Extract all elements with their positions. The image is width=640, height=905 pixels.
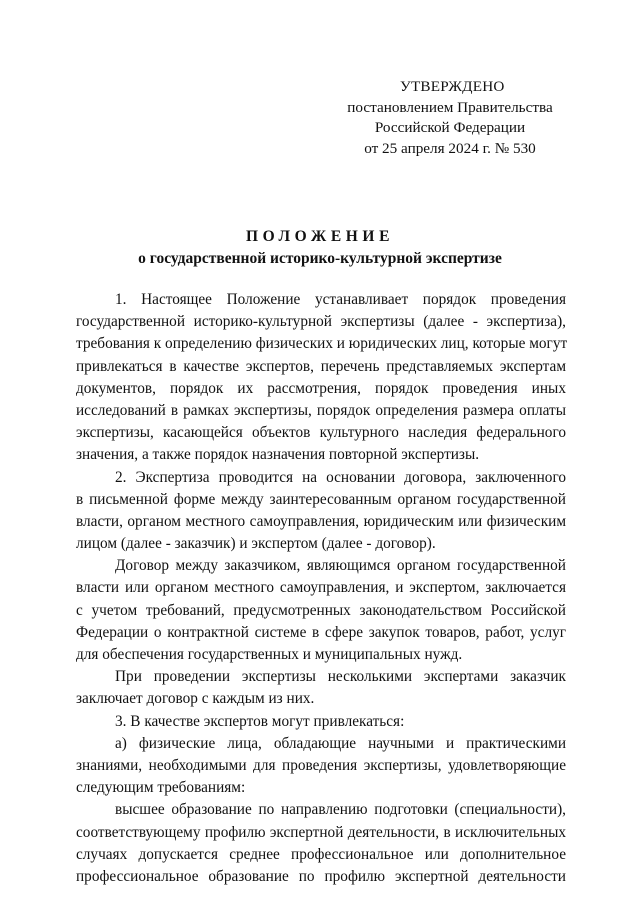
- body-line: знаниями, необходимыми для проведения экспертизы, удовлетворяющие: [76, 756, 566, 774]
- body-line: лицом (далее - заказчик) и экспертом (далее - договор).: [76, 535, 436, 553]
- body-line: в письменной форме между заинтересованным органом государственной: [76, 490, 566, 508]
- body-line: исследований в рамках экспертизы, порядок определения размера оплаты: [76, 401, 566, 419]
- body-line: власти или органом местного самоуправления, и экспертом, заключается: [76, 579, 566, 597]
- body-line: При проведении экспертизы несколькими экспертами заказчик: [115, 668, 566, 686]
- body-line: государственной историко-культурной экспертизы (далее - экспертиза),: [76, 313, 566, 331]
- approval-line-1: постановлением Правительства: [347, 98, 553, 116]
- approval-title: УТВЕРЖДЕНО: [400, 78, 505, 95]
- approval-line-3: от 25 апреля 2024 г. № 530: [364, 139, 536, 157]
- body-line: соответствующему профилю экспертной деятельности, в исключительных: [76, 823, 566, 841]
- body-line: заключает договор с каждым из них.: [76, 690, 315, 708]
- approval-line-2: Российской Федерации: [374, 119, 526, 136]
- body-line: Федерации о контрактной системе в сфере закупок товаров, работ, услуг: [76, 623, 566, 641]
- body-line: высшее образование по направлению подготовки (специальности),: [115, 801, 566, 819]
- body-line: значения, а также порядок назначения повторной экспертизы.: [76, 446, 480, 464]
- body-line: а) физические лица, обладающие научными и практическими: [115, 734, 566, 752]
- body-line: случаях допускается среднее профессиональное или дополнительное: [76, 845, 566, 863]
- document-title: ПОЛОЖЕНИЕ: [245, 228, 395, 245]
- body-line: 3. В качестве экспертов могут привлекаться:: [115, 712, 405, 730]
- body-line: 1. Настоящее Положение устанавливает порядок проведения: [115, 291, 566, 308]
- body-line: Договор между заказчиком, являющимся органом государственной: [115, 557, 566, 575]
- body-line: профессиональное образование по профилю экспертной деятельности: [76, 867, 566, 885]
- body-line: требования к определению физических и юридических лиц, которые могут: [76, 335, 568, 353]
- body-line: экспертизы, касающейся объектов культурного наследия федерального: [76, 424, 566, 442]
- body-line: с учетом требований, предусмотренных законодательством Российской: [76, 601, 566, 619]
- body-line: для обеспечения государственных и муниципальных нужд.: [76, 646, 463, 663]
- document-subtitle: о государственной историко-культурной экспертизе: [138, 250, 502, 267]
- body-line: 2. Экспертиза проводится на основании договора, заключенного: [115, 468, 566, 486]
- document-body: [76, 289, 566, 888]
- body-line: привлекаться в качестве экспертов, перечень представляемых экспертам: [76, 357, 566, 375]
- approval-stamp: [330, 77, 570, 159]
- body-line: документов, порядок их рассмотрения, порядок проведения иных: [76, 379, 566, 397]
- body-line: власти, органом местного самоуправления, юридическим или физическим: [76, 512, 566, 530]
- body-line: следующим требованиям:: [76, 779, 246, 797]
